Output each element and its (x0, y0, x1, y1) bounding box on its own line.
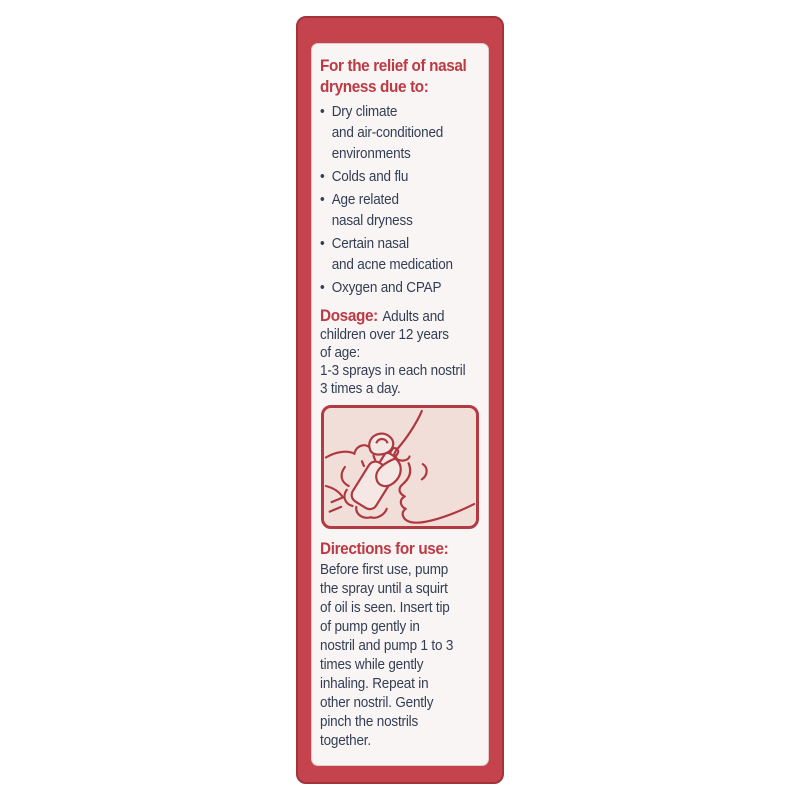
bullet-icon: • (320, 168, 325, 185)
bullet-text: and air-conditioned (331, 124, 444, 141)
text-line: of pump gently in (320, 618, 420, 635)
carton-side-panel (296, 16, 504, 784)
list-item (320, 101, 468, 164)
dosage-label: Dosage: (320, 306, 378, 325)
list-item (320, 233, 468, 275)
bullet-icon: • (320, 279, 325, 296)
text-line: 3 times a day. (320, 380, 401, 397)
text-line: nostril and pump 1 to 3 (320, 637, 454, 654)
dosage-text (320, 307, 468, 398)
bullet-text: environments (331, 145, 411, 162)
text-line: of oil is seen. Insert tip (320, 599, 450, 616)
text-line: inhaling. Repeat in (320, 675, 429, 692)
text-line: together. (320, 732, 371, 749)
directions-heading: Directions for use: (320, 539, 449, 558)
text-line: the spray until a squirt (320, 580, 448, 597)
text-line: 1-3 sprays in each nostril (320, 362, 466, 379)
usage-figure (321, 405, 479, 529)
list-item (320, 189, 468, 231)
bullet-text: Oxygen and CPAP (331, 279, 442, 296)
bullet-text: and acne medication (331, 256, 453, 273)
bullet-text: Age related (331, 191, 399, 208)
text-line: pinch the nostrils (320, 713, 419, 730)
text-line: times while gently (320, 656, 424, 673)
relief-heading (320, 55, 468, 97)
list-item (320, 277, 468, 298)
text-line: of age: (320, 344, 361, 361)
bullet-text: nasal dryness (331, 212, 413, 229)
text-line: other nostril. Gently (320, 694, 434, 711)
directions-text (320, 560, 468, 750)
heading-line: For the relief of nasal (320, 56, 467, 75)
bullet-text: Colds and flu (331, 168, 409, 185)
relief-bullet-list (320, 101, 468, 298)
text-line: Before first use, pump (320, 561, 449, 578)
dosage-intro: Adults and (382, 308, 445, 325)
hand-spray-nose-illustration-icon (324, 408, 476, 526)
info-panel (311, 43, 489, 766)
bullet-text: Certain nasal (331, 235, 409, 252)
bullet-icon: • (320, 103, 325, 120)
heading-line: dryness due to: (320, 77, 429, 96)
bullet-icon: • (320, 235, 325, 252)
list-item (320, 166, 468, 187)
bullet-icon: • (320, 191, 325, 208)
text-line: children over 12 years (320, 326, 449, 343)
bullet-text: Dry climate (331, 103, 398, 120)
